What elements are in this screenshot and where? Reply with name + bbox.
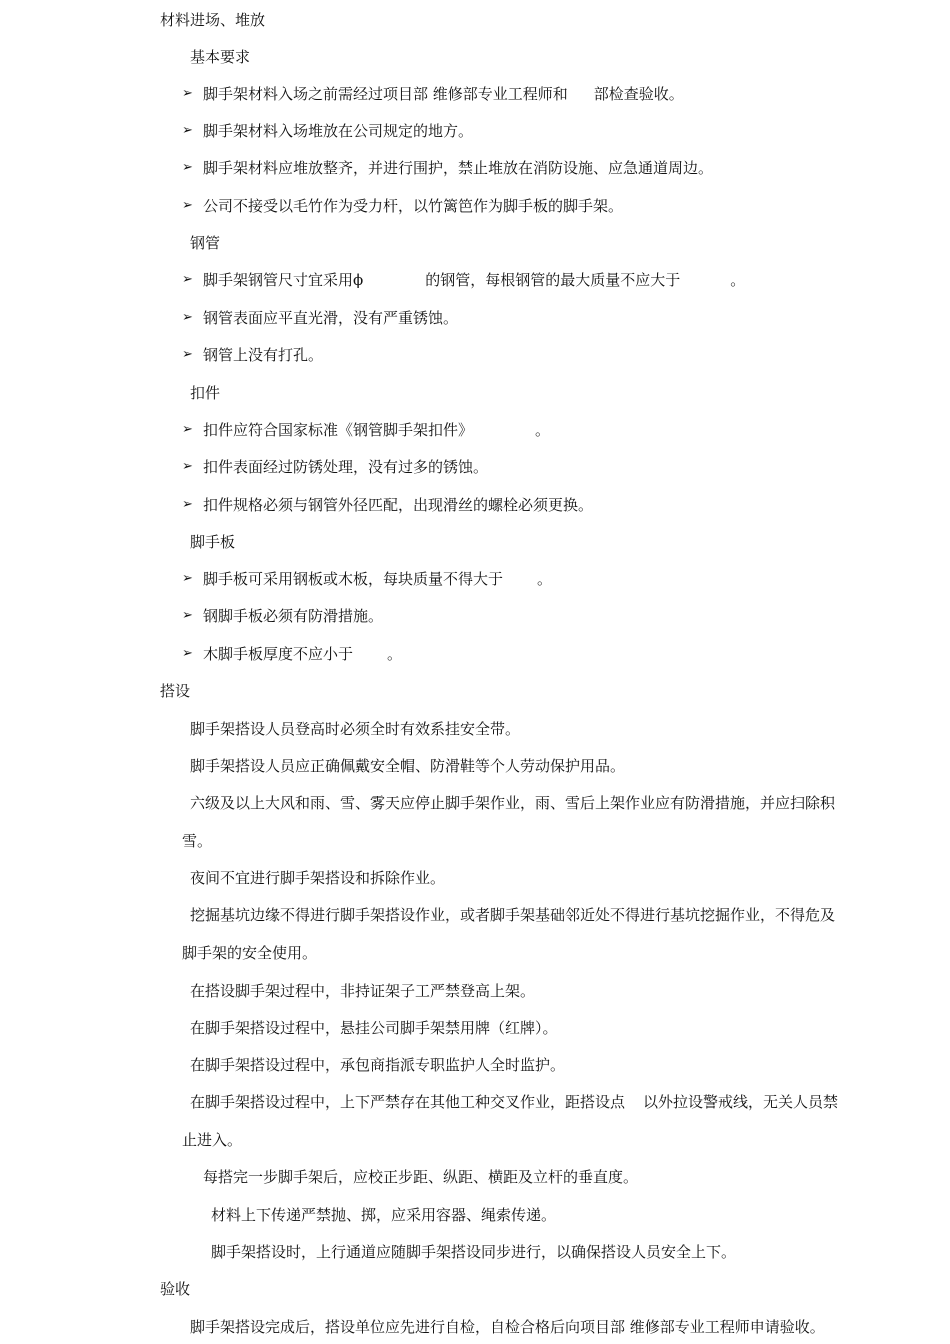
section-heading-acceptance: 验收 xyxy=(160,1280,191,1298)
list-item: 脚手架材料入场堆放在公司规定的地方。 xyxy=(203,122,474,140)
list-item: 脚手架材料入场之前需经过项目部 维修部专业工程师和 部检查验收。 xyxy=(203,85,684,103)
list-item: 脚手架钢管尺寸宜采用ϕ 的钢管，每根钢管的最大质量不应大于 。 xyxy=(203,271,746,289)
list-item: 钢管上没有打孔。 xyxy=(203,346,324,364)
paragraph-continuation: 脚手架的安全使用。 xyxy=(182,944,318,962)
bullet-icon: ➢ xyxy=(182,646,193,661)
paragraph: 脚手架搭设时，上行通道应随脚手架搭设同步进行，以确保搭设人员安全上下。 xyxy=(211,1243,737,1261)
list-item: 扣件规格必须与钢管外径匹配，出现滑丝的螺栓必须更换。 xyxy=(203,496,594,514)
paragraph: 脚手架搭设人员登高时必须全时有效系挂安全带。 xyxy=(190,720,521,738)
bullet-icon: ➢ xyxy=(182,123,193,138)
bullet-icon: ➢ xyxy=(182,160,193,175)
paragraph: 六级及以上大风和雨、雪、雾天应停止脚手架作业，雨、雪后上架作业应有防滑措施，并应扫除积 xyxy=(190,794,836,812)
subheading-steel-pipe: 钢管 xyxy=(190,234,221,252)
bullet-icon: ➢ xyxy=(182,497,193,512)
bullet-icon: ➢ xyxy=(182,459,193,474)
section-heading-erection: 搭设 xyxy=(160,682,191,700)
bullet-icon: ➢ xyxy=(182,272,193,287)
paragraph: 在搭设脚手架过程中，非持证架子工严禁登高上架。 xyxy=(190,982,536,1000)
bullet-icon: ➢ xyxy=(182,571,193,586)
bullet-icon: ➢ xyxy=(182,310,193,325)
paragraph: 在脚手架搭设过程中，上下严禁存在其他工种交叉作业，距搭设点 以外拉设警戒线，无关人员禁 xyxy=(190,1093,839,1111)
bullet-icon: ➢ xyxy=(182,347,193,362)
list-item: 钢脚手板必须有防滑措施。 xyxy=(203,607,384,625)
section-heading-materials: 材料进场、堆放 xyxy=(160,11,266,29)
paragraph: 脚手架搭设人员应正确佩戴安全帽、防滑鞋等个人劳动保护用品。 xyxy=(190,757,626,775)
paragraph: 脚手架搭设完成后，搭设单位应先进行自检，自检合格后向项目部 维修部专业工程师申请验收。 xyxy=(190,1318,825,1336)
bullet-icon: ➢ xyxy=(182,198,193,213)
subheading-fastener: 扣件 xyxy=(190,384,221,402)
bullet-icon: ➢ xyxy=(182,422,193,437)
list-item: 脚手板可采用钢板或木板，每块质量不得大于 。 xyxy=(203,570,553,588)
paragraph: 在脚手架搭设过程中，悬挂公司脚手架禁用牌（红牌）。 xyxy=(190,1019,558,1037)
paragraph: 材料上下传递严禁抛、掷，应采用容器、绳索传递。 xyxy=(211,1206,557,1224)
paragraph: 每搭完一步脚手架后，应校正步距、纵距、横距及立杆的垂直度。 xyxy=(203,1168,639,1186)
paragraph: 在脚手架搭设过程中，承包商指派专职监护人全时监护。 xyxy=(190,1056,566,1074)
bullet-icon: ➢ xyxy=(182,608,193,623)
list-item: 钢管表面应平直光滑，没有严重锈蚀。 xyxy=(203,309,459,327)
list-item: 脚手架材料应堆放整齐，并进行围护，禁止堆放在消防设施、应急通道周边。 xyxy=(203,159,714,177)
list-item: 扣件表面经过防锈处理，没有过多的锈蚀。 xyxy=(203,458,489,476)
paragraph-continuation: 止进入。 xyxy=(182,1131,243,1149)
subheading-basic: 基本要求 xyxy=(190,48,251,66)
bullet-icon: ➢ xyxy=(182,86,193,101)
paragraph-continuation: 雪。 xyxy=(182,832,213,850)
paragraph: 挖掘基坑边缘不得进行脚手架搭设作业，或者脚手架基础邻近处不得进行基坑挖掘作业，不得危及 xyxy=(190,906,836,924)
paragraph: 夜间不宜进行脚手架搭设和拆除作业。 xyxy=(190,869,446,887)
list-item: 扣件应符合国家标准《钢管脚手架扣件》 。 xyxy=(203,421,551,439)
subheading-board: 脚手板 xyxy=(190,533,236,551)
list-item: 公司不接受以毛竹作为受力杆，以竹篱笆作为脚手板的脚手架。 xyxy=(203,197,624,215)
list-item: 木脚手板厚度不应小于 。 xyxy=(203,645,403,663)
